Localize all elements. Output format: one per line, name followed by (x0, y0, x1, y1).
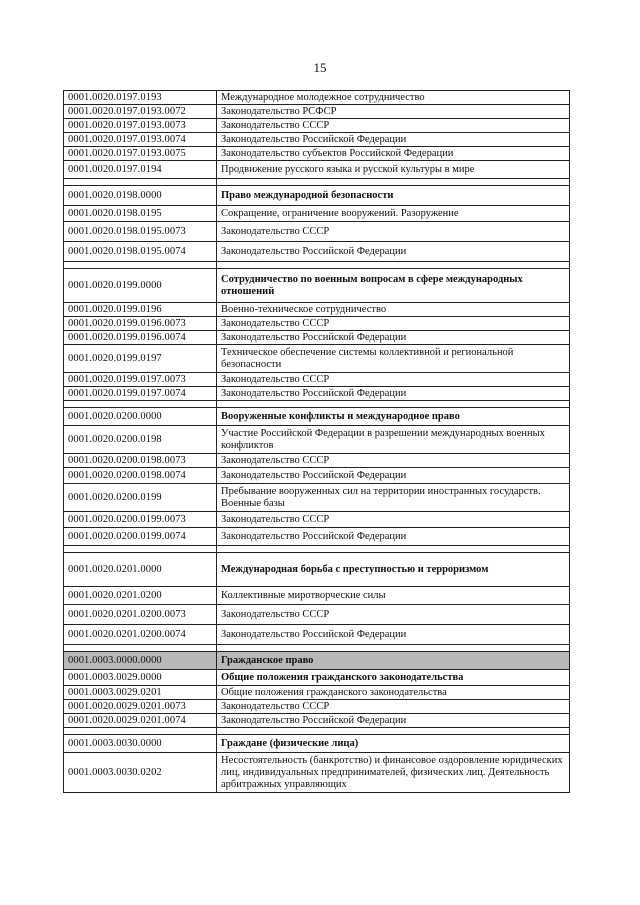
code-cell: 0001.0003.0029.0000 (64, 670, 217, 686)
table-row (64, 625, 570, 645)
code-cell: 0001.0020.0197.0193 (64, 91, 217, 105)
title-cell: Пребывание вооруженных сил на территории иностранных государств. Военные базы (217, 484, 570, 512)
section-title-cell: Международная борьба с преступностью и терроризмом (217, 553, 570, 587)
spacer-cell (64, 179, 217, 186)
spacer-row (64, 262, 570, 269)
title-cell: Законодательство СССР (217, 317, 570, 331)
code-cell: 0001.0003.0000.0000 (64, 652, 217, 670)
title-cell: Законодательство СССР (217, 222, 570, 242)
code-cell: 0001.0020.0199.0197.0074 (64, 387, 217, 401)
table-row (64, 206, 570, 222)
code-cell: 0001.0020.0199.0196 (64, 303, 217, 317)
code-cell: 0001.0020.0197.0193.0073 (64, 119, 217, 133)
code-cell: 0001.0020.0029.0201.0074 (64, 714, 217, 728)
table-row (64, 484, 570, 512)
table-row (64, 512, 570, 528)
table-row (64, 454, 570, 468)
title-cell: Продвижение русского языка и русской культуры в мире (217, 161, 570, 179)
code-cell: 0001.0020.0029.0201.0073 (64, 700, 217, 714)
code-cell: 0001.0020.0199.0196.0073 (64, 317, 217, 331)
table-row (64, 119, 570, 133)
title-cell: Международное молодежное сотрудничество (217, 91, 570, 105)
spacer-row (64, 728, 570, 735)
section-header-row (64, 269, 570, 303)
code-cell: 0001.0020.0200.0000 (64, 408, 217, 426)
title-cell: Законодательство СССР (217, 119, 570, 133)
table-row (64, 147, 570, 161)
section-header-row (64, 186, 570, 206)
code-cell: 0001.0020.0197.0193.0075 (64, 147, 217, 161)
table-row (64, 317, 570, 331)
code-cell: 0001.0020.0200.0198 (64, 426, 217, 454)
code-cell: 0001.0020.0200.0199 (64, 484, 217, 512)
title-cell: Законодательство Российской Федерации (217, 331, 570, 345)
title-cell: Законодательство Российской Федерации (217, 528, 570, 546)
classifier-rows (64, 91, 570, 793)
spacer-cell (64, 546, 217, 553)
code-cell: 0001.0020.0199.0196.0074 (64, 331, 217, 345)
title-cell: Законодательство СССР (217, 454, 570, 468)
table-row (64, 91, 570, 105)
code-cell: 0001.0003.0030.0202 (64, 753, 217, 793)
code-cell: 0001.0020.0200.0199.0074 (64, 528, 217, 546)
table-row (64, 303, 570, 317)
code-cell: 0001.0020.0200.0199.0073 (64, 512, 217, 528)
section-header-row (64, 408, 570, 426)
code-cell: 0001.0020.0199.0000 (64, 269, 217, 303)
code-cell: 0001.0003.0030.0000 (64, 735, 217, 753)
spacer-cell (64, 728, 217, 735)
table-row (64, 161, 570, 179)
table-row (64, 133, 570, 147)
title-cell: Законодательство Российской Федерации (217, 714, 570, 728)
title-cell: Законодательство СССР (217, 512, 570, 528)
page-number: 15 (313, 60, 327, 75)
spacer-cell (217, 728, 570, 735)
section-title-cell: Гражданское право (217, 652, 570, 670)
table-row (64, 387, 570, 401)
table-row (64, 242, 570, 262)
title-cell: Законодательство РСФСР (217, 105, 570, 119)
table-row (64, 468, 570, 484)
spacer-cell (217, 262, 570, 269)
table-row (64, 686, 570, 700)
table-row (64, 753, 570, 793)
table-row (64, 373, 570, 387)
title-cell: Законодательство СССР (217, 605, 570, 625)
code-cell: 0001.0020.0200.0198.0073 (64, 454, 217, 468)
code-cell: 0001.0020.0198.0195.0073 (64, 222, 217, 242)
code-cell: 0001.0020.0200.0198.0074 (64, 468, 217, 484)
code-cell: 0001.0020.0197.0193.0074 (64, 133, 217, 147)
section-header-row (64, 735, 570, 753)
code-cell: 0001.0020.0201.0200.0074 (64, 625, 217, 645)
spacer-cell (217, 401, 570, 408)
section-header-row (64, 553, 570, 587)
spacer-cell (217, 645, 570, 652)
title-cell: Техническое обеспечение системы коллективной и региональной безопасности (217, 345, 570, 373)
code-cell: 0001.0020.0199.0197 (64, 345, 217, 373)
classifier-table (63, 90, 570, 793)
table-row (64, 345, 570, 373)
title-cell: Законодательство Российской Федерации (217, 625, 570, 645)
title-cell: Общие положения гражданского законодательства (217, 686, 570, 700)
code-cell: 0001.0020.0201.0000 (64, 553, 217, 587)
title-cell: Участие Российской Федерации в разрешении международных военных конфликтов (217, 426, 570, 454)
title-cell: Законодательство Российской Федерации (217, 387, 570, 401)
table-row (64, 587, 570, 605)
title-cell: Военно-техническое сотрудничество (217, 303, 570, 317)
table-row (64, 714, 570, 728)
spacer-row (64, 401, 570, 408)
code-cell: 0001.0020.0201.0200 (64, 587, 217, 605)
title-cell: Сокращение, ограничение вооружений. Разоружение (217, 206, 570, 222)
table-row (64, 331, 570, 345)
code-cell: 0001.0020.0198.0195 (64, 206, 217, 222)
table-row (64, 528, 570, 546)
spacer-row (64, 645, 570, 652)
section-title-cell: Граждане (физические лица) (217, 735, 570, 753)
section-title-cell: Общие положения гражданского законодательства (217, 670, 570, 686)
code-cell: 0001.0020.0201.0200.0073 (64, 605, 217, 625)
section-title-cell: Право международной безопасности (217, 186, 570, 206)
code-cell: 0001.0020.0199.0197.0073 (64, 373, 217, 387)
code-cell: 0001.0020.0197.0193.0072 (64, 105, 217, 119)
section-header-row (64, 670, 570, 686)
table-row (64, 222, 570, 242)
title-cell: Законодательство Российской Федерации (217, 468, 570, 484)
table-row (64, 105, 570, 119)
spacer-row (64, 546, 570, 553)
title-cell: Законодательство субъектов Российской Федерации (217, 147, 570, 161)
title-cell: Несостоятельность (банкротство) и финансовое оздоровление юридических лиц, индивидуальных предпринимателей, физических лиц. Деятельность арбитражных управляющих (217, 753, 570, 793)
spacer-cell (217, 179, 570, 186)
spacer-cell (217, 546, 570, 553)
table-row (64, 700, 570, 714)
title-cell: Законодательство Российской Федерации (217, 242, 570, 262)
spacer-cell (64, 645, 217, 652)
title-cell: Законодательство СССР (217, 373, 570, 387)
section-header-row (64, 652, 570, 670)
section-title-cell: Сотрудничество по военным вопросам в сфере международных отношений (217, 269, 570, 303)
table-row (64, 605, 570, 625)
code-cell: 0001.0020.0197.0194 (64, 161, 217, 179)
title-cell: Коллективные миротворческие силы (217, 587, 570, 605)
title-cell: Законодательство Российской Федерации (217, 133, 570, 147)
code-cell: 0001.0020.0198.0000 (64, 186, 217, 206)
title-cell: Законодательство СССР (217, 700, 570, 714)
code-cell: 0001.0003.0029.0201 (64, 686, 217, 700)
code-cell: 0001.0020.0198.0195.0074 (64, 242, 217, 262)
section-title-cell: Вооруженные конфликты и международное право (217, 408, 570, 426)
spacer-cell (64, 401, 217, 408)
spacer-row (64, 179, 570, 186)
spacer-cell (64, 262, 217, 269)
table-row (64, 426, 570, 454)
